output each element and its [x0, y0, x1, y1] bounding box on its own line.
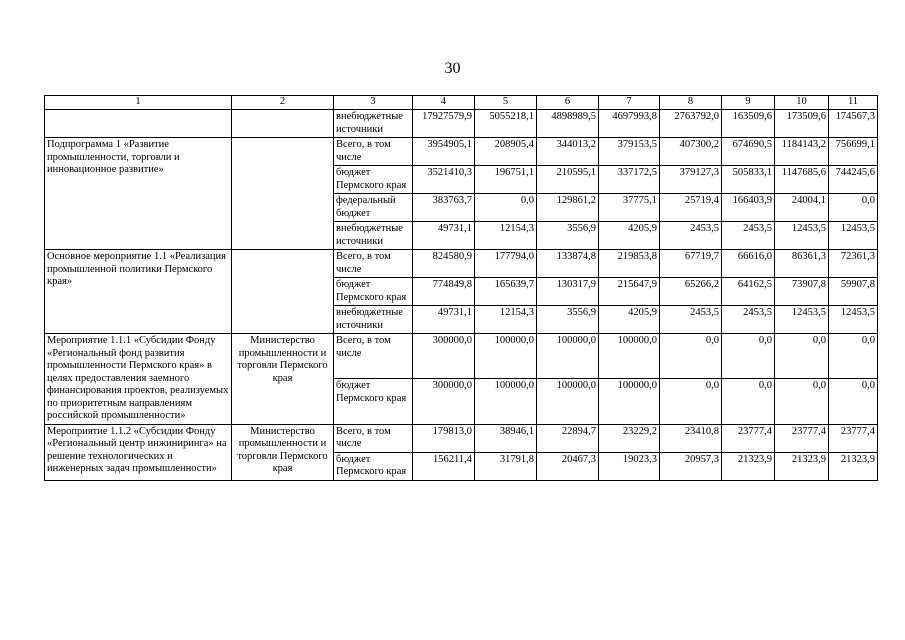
amount-cell: 100000,0 [537, 334, 599, 379]
amount-cell: 22894,7 [537, 424, 599, 452]
column-header: 3 [334, 96, 413, 110]
amount-cell: 300000,0 [413, 379, 475, 424]
funding-source: бюджет Пермского края [334, 166, 413, 194]
amount-cell: 4898989,5 [537, 110, 599, 138]
table-row [45, 334, 878, 379]
amount-cell: 2763792,0 [660, 110, 722, 138]
table-row [45, 138, 878, 166]
amount-cell: 72361,3 [829, 250, 878, 278]
amount-cell: 23777,4 [829, 424, 878, 452]
amount-cell: 210595,1 [537, 166, 599, 194]
amount-cell: 23777,4 [775, 424, 829, 452]
amount-cell: 0,0 [829, 194, 878, 222]
budget-table [44, 95, 878, 481]
amount-cell: 21323,9 [775, 452, 829, 480]
table-row [45, 110, 878, 138]
funding-source: Всего, в том числе [334, 250, 413, 278]
amount-cell: 31791,8 [475, 452, 537, 480]
amount-cell: 173509,6 [775, 110, 829, 138]
amount-cell: 300000,0 [413, 334, 475, 379]
amount-cell: 379153,5 [599, 138, 660, 166]
amount-cell: 4205,9 [599, 306, 660, 334]
amount-cell: 674690,5 [722, 138, 775, 166]
amount-cell: 38946,1 [475, 424, 537, 452]
amount-cell: 3556,9 [537, 306, 599, 334]
amount-cell: 0,0 [775, 379, 829, 424]
amount-cell: 25719,4 [660, 194, 722, 222]
amount-cell: 133874,8 [537, 250, 599, 278]
amount-cell: 12154,3 [475, 222, 537, 250]
amount-cell: 208905,4 [475, 138, 537, 166]
header-row [45, 96, 878, 110]
amount-cell: 163509,6 [722, 110, 775, 138]
amount-cell: 0,0 [475, 194, 537, 222]
amount-cell: 824580,9 [413, 250, 475, 278]
table-row [45, 424, 878, 452]
amount-cell: 17927579,9 [413, 110, 475, 138]
amount-cell: 0,0 [660, 379, 722, 424]
amount-cell: 3954905,1 [413, 138, 475, 166]
amount-cell: 2453,5 [722, 222, 775, 250]
amount-cell: 66616,0 [722, 250, 775, 278]
amount-cell: 23410,8 [660, 424, 722, 452]
program-name-cell [45, 110, 232, 138]
amount-cell: 100000,0 [599, 379, 660, 424]
amount-cell: 379127,3 [660, 166, 722, 194]
amount-cell: 20467,3 [537, 452, 599, 480]
amount-cell: 179813,0 [413, 424, 475, 452]
amount-cell: 12453,5 [829, 222, 878, 250]
amount-cell: 774849,8 [413, 278, 475, 306]
column-header: 7 [599, 96, 660, 110]
column-header: 10 [775, 96, 829, 110]
executor-cell [232, 110, 334, 138]
amount-cell: 19023,3 [599, 452, 660, 480]
amount-cell: 130317,9 [537, 278, 599, 306]
program-name-cell: Мероприятие 1.1.2 «Субсидии Фонду «Региональный центр инжиниринга» на решение технологических и инженерных задач промышленности» [45, 424, 232, 480]
amount-cell: 337172,5 [599, 166, 660, 194]
amount-cell: 177794,0 [475, 250, 537, 278]
amount-cell: 3521410,3 [413, 166, 475, 194]
amount-cell: 4205,9 [599, 222, 660, 250]
funding-source: бюджет Пермского края [334, 452, 413, 480]
executor-cell [232, 250, 334, 334]
amount-cell: 73907,8 [775, 278, 829, 306]
amount-cell: 100000,0 [537, 379, 599, 424]
amount-cell: 196751,1 [475, 166, 537, 194]
column-header: 2 [232, 96, 334, 110]
funding-source: федеральный бюджет [334, 194, 413, 222]
funding-source: внебюджетные источники [334, 110, 413, 138]
column-header: 11 [829, 96, 878, 110]
amount-cell: 67719,7 [660, 250, 722, 278]
amount-cell: 100000,0 [599, 334, 660, 379]
amount-cell: 24004,1 [775, 194, 829, 222]
amount-cell: 21323,9 [722, 452, 775, 480]
amount-cell: 49731,1 [413, 222, 475, 250]
amount-cell: 37775,1 [599, 194, 660, 222]
amount-cell: 383763,7 [413, 194, 475, 222]
amount-cell: 174567,3 [829, 110, 878, 138]
amount-cell: 65266,2 [660, 278, 722, 306]
funding-source: бюджет Пермского края [334, 379, 413, 424]
amount-cell: 3556,9 [537, 222, 599, 250]
amount-cell: 165639,7 [475, 278, 537, 306]
amount-cell: 744245,6 [829, 166, 878, 194]
amount-cell: 2453,5 [660, 306, 722, 334]
funding-source: бюджет Пермского края [334, 278, 413, 306]
column-header: 9 [722, 96, 775, 110]
amount-cell: 407300,2 [660, 138, 722, 166]
executor-cell: Министерство промышленности и торговли Пермского края [232, 424, 334, 480]
amount-cell: 0,0 [722, 334, 775, 379]
amount-cell: 12453,5 [775, 222, 829, 250]
amount-cell: 4697993,8 [599, 110, 660, 138]
amount-cell: 156211,4 [413, 452, 475, 480]
amount-cell: 12154,3 [475, 306, 537, 334]
amount-cell: 0,0 [722, 379, 775, 424]
amount-cell: 166403,9 [722, 194, 775, 222]
executor-cell [232, 138, 334, 250]
amount-cell: 1147685,6 [775, 166, 829, 194]
funding-source: Всего, в том числе [334, 138, 413, 166]
amount-cell: 0,0 [775, 334, 829, 379]
amount-cell: 1184143,2 [775, 138, 829, 166]
amount-cell: 2453,5 [722, 306, 775, 334]
program-name-cell: Подпрограмма 1 «Развитие промышленности, торговли и инновационное развитие» [45, 138, 232, 250]
column-header: 8 [660, 96, 722, 110]
column-header: 4 [413, 96, 475, 110]
amount-cell: 12453,5 [775, 306, 829, 334]
amount-cell: 2453,5 [660, 222, 722, 250]
amount-cell: 5055218,1 [475, 110, 537, 138]
table-row [45, 250, 878, 278]
amount-cell: 0,0 [829, 334, 878, 379]
amount-cell: 505833,1 [722, 166, 775, 194]
program-name-cell: Основное мероприятие 1.1 «Реализация промышленной политики Пермского края» [45, 250, 232, 334]
amount-cell: 100000,0 [475, 334, 537, 379]
amount-cell: 21323,9 [829, 452, 878, 480]
column-header: 6 [537, 96, 599, 110]
amount-cell: 49731,1 [413, 306, 475, 334]
amount-cell: 59907,8 [829, 278, 878, 306]
amount-cell: 0,0 [829, 379, 878, 424]
amount-cell: 23229,2 [599, 424, 660, 452]
amount-cell: 64162,5 [722, 278, 775, 306]
amount-cell: 100000,0 [475, 379, 537, 424]
funding-source: внебюджетные источники [334, 306, 413, 334]
page-number: 30 [444, 60, 461, 77]
funding-source: Всего, в том числе [334, 334, 413, 379]
column-header: 1 [45, 96, 232, 110]
column-header: 5 [475, 96, 537, 110]
amount-cell: 344013,2 [537, 138, 599, 166]
amount-cell: 86361,3 [775, 250, 829, 278]
amount-cell: 215647,9 [599, 278, 660, 306]
executor-cell: Министерство промышленности и торговли Пермского края [232, 334, 334, 425]
amount-cell: 12453,5 [829, 306, 878, 334]
amount-cell: 20957,3 [660, 452, 722, 480]
amount-cell: 756699,1 [829, 138, 878, 166]
funding-source: внебюджетные источники [334, 222, 413, 250]
funding-source: Всего, в том числе [334, 424, 413, 452]
amount-cell: 23777,4 [722, 424, 775, 452]
amount-cell: 129861,2 [537, 194, 599, 222]
amount-cell: 219853,8 [599, 250, 660, 278]
program-name-cell: Мероприятие 1.1.1 «Субсидии Фонду «Региональный фонд развития промышленности Пермского края» в целях предоставления заемного финансирования проектов, реализуемых по приоритетным направлениям российской промышленности» [45, 334, 232, 425]
amount-cell: 0,0 [660, 334, 722, 379]
